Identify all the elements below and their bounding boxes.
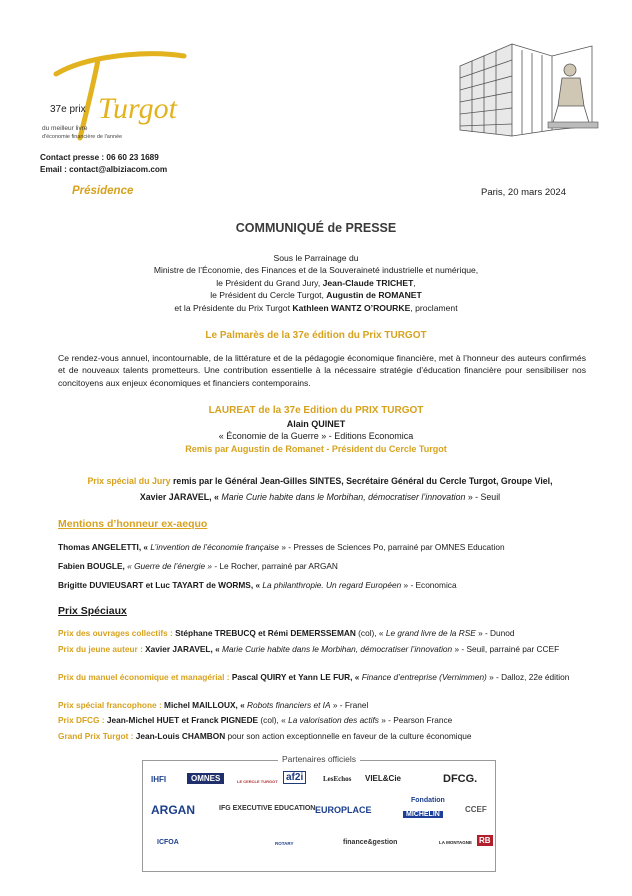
prix-item: Prix spécial francophone : Michel MAILLOUX, « Robots financiers et IA » - Franel: [58, 700, 369, 710]
building-illustration: [452, 26, 602, 144]
partner-logo: OMNES: [187, 773, 224, 784]
contact-phone: Contact presse : 06 60 23 1689: [40, 153, 159, 162]
partners-box: [142, 754, 496, 872]
laureat-book: « Économie de la Guerre » - Editions Economica: [218, 431, 414, 442]
logo-brand: Turgot: [98, 92, 177, 125]
patronage-block: [0, 252, 632, 314]
partner-logo: VIEL&Cie: [365, 774, 402, 783]
jury-publisher: » - Seuil: [465, 492, 501, 502]
partner-logo: ARGAN: [151, 803, 195, 817]
partner-logo: DFCG.: [443, 773, 478, 785]
partner-logo: IHFI: [151, 775, 167, 784]
mention-item: Thomas ANGELETTI, « L’invention de l’économie française » - Presses de Sciences Po, parrainé par OMNES Education: [58, 542, 505, 552]
patronage-line-3: le Président du Grand Jury, Jean-Claude TRICHET,: [216, 277, 416, 288]
partner-logo: CCEF: [465, 805, 487, 814]
jury-prize: [60, 473, 580, 505]
mention-item: Fabien BOUGLE, « Guerre de l’énergie » - Le Rocher, parrainé par ARGAN: [58, 561, 338, 571]
partner-logo: MICHELIN: [403, 811, 443, 818]
presidence-label: Présidence: [72, 185, 134, 197]
partner-logo: IFG EXECUTIVE EDUCATION: [219, 805, 316, 812]
logo-edition: 37e prix: [50, 104, 86, 115]
jury-presenter: remis par le Général Jean-Gilles SINTES, Secrétaire Général du Cercle Turgot, Groupe Viel,: [170, 476, 553, 486]
partner-logo: LesEchos: [323, 775, 352, 783]
jury-label: Prix spécial du Jury: [87, 476, 171, 486]
mentions-title: Mentions d’honneur ex-aequo: [58, 518, 208, 530]
page-title: COMMUNIQUÉ de PRESSE: [235, 221, 397, 235]
laureat-block: [0, 405, 632, 455]
patronage-line-4: le Président du Cercle Turgot, Augustin de ROMANET: [210, 290, 422, 301]
partner-logo: finance&gestion: [343, 839, 398, 846]
laureat-remis: Remis par Augustin de Romanet - Président du Cercle Turgot: [185, 443, 447, 454]
prix-item: Grand Prix Turgot : Jean-Louis CHAMBON pour son action exceptionnelle en faveur de la culture économique: [58, 731, 472, 741]
date: Paris, 20 mars 2024: [480, 187, 566, 198]
patronage-line-1: Sous le Parrainage du: [273, 253, 359, 263]
partner-logo: EUROPLACE: [315, 805, 372, 815]
partner-logo: LA MONTAGNE: [439, 840, 472, 845]
laureat-heading: LAUREAT de la 37e Edition du PRIX TURGOT: [208, 405, 424, 416]
partner-logo: ICFOA: [157, 839, 179, 846]
prix-item: Prix du jeune auteur : Xavier JARAVEL, « Marie Curie habite dans le Morbihan, démocratiser l’innovation » - Seuil, parrainé par CCEF: [58, 644, 560, 654]
logo-subtitle-1: du meilleur livre: [42, 125, 88, 132]
logo-subtitle-2: d'économie financière de l'année: [42, 134, 123, 140]
palmares-heading: Le Palmarès de la 37e édition du Prix TURGOT: [205, 330, 427, 341]
partner-logo: Fondation: [411, 797, 445, 804]
prix-item: Prix des ouvrages collectifs : Stéphane TREBUCQ et Rémi DEMERSSEMAN (col), « Le grand livre de la RSE » - Dunod: [58, 628, 515, 638]
mention-item: Brigitte DUVIEUSART et Luc TAYART de WORMS, « La philanthropie. Un regard Européen » - Economica: [58, 580, 457, 590]
prix-turgot-logo: [36, 26, 196, 144]
prix-speciaux-title: Prix Spéciaux: [58, 605, 127, 617]
intro-paragraph: Ce rendez-vous annuel, incontournable, de la littérature et de la pédagogie économique financière, met à l’honneur des auteurs confirmés et de nouveaux talents prometteurs. Une contribution essentielle à la nécessaire stratégie d’éducation financière pour sensibiliser nos concitoyens aux enjeux économiques et financiers contemporains.: [58, 353, 586, 388]
prix-item: Prix du manuel économique et managérial : Pascal QUIRY et Yann LE FUR, « Finance d’entreprise (Vernimmen) » - Dalloz, 22e édition: [58, 672, 570, 682]
patronage-line-2: Ministre de l’Économie, des Finances et de la Souveraineté industrielle et numérique,: [153, 265, 479, 276]
laureat-name: Alain QUINET: [286, 418, 346, 429]
jury-book: Marie Curie habite dans le Morbihan, démocratiser l’innovation: [221, 492, 466, 502]
jury-author: Xavier JARAVEL, «: [139, 492, 222, 502]
partner-logo: ROTARY: [275, 841, 294, 846]
contact-email[interactable]: Email : contact@albiziacom.com: [40, 164, 168, 174]
partner-logo: af2i: [283, 771, 306, 784]
prix-item: Prix DFCG : Jean-Michel HUET et Franck PIGNEDE (col), « La valorisation des actifs » - Pearson France: [58, 715, 453, 725]
patronage-line-5: et la Présidente du Prix Turgot Kathleen WANTZ O’ROURKE, proclament: [174, 302, 458, 313]
contact-block: [40, 152, 167, 175]
partners-title: Partenaires officiels: [278, 754, 360, 764]
partner-logo: LE CERCLE TURGOT: [237, 779, 278, 784]
partner-logo: RB: [479, 836, 491, 845]
